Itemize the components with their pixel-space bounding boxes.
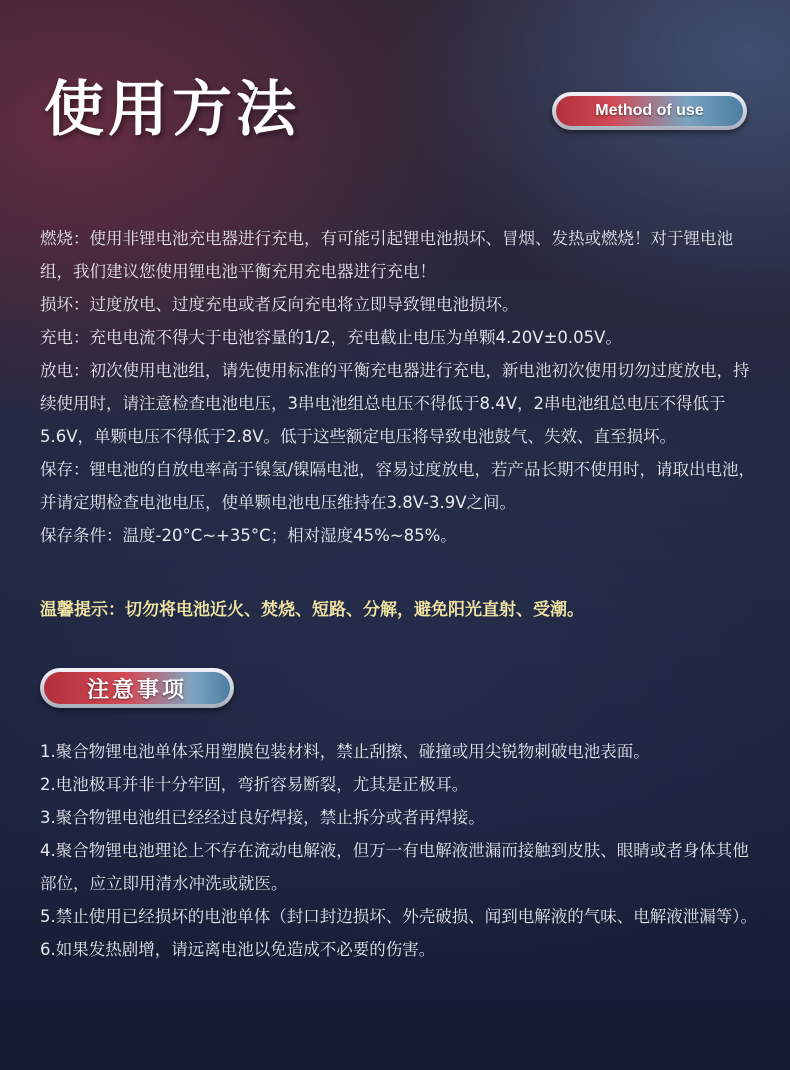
usage-paragraph-damage: 损坏：过度放电、过度充电或者反向充电将立即导致锂电池损坏。 — [40, 295, 519, 314]
notes-item: 3.聚合物锂电池组已经经过良好焊接，禁止拆分或者再焊接。 — [40, 808, 485, 827]
notes-item: 5.禁止使用已经损坏的电池单体（封口封边损坏、外壳破损、闻到电解液的气味、电解液泄漏等）。 — [40, 907, 757, 926]
notes-item: 1.聚合物锂电池单体采用塑膜包装材料，禁止刮擦、碰撞或用尖锐物刺破电池表面。 — [40, 742, 650, 761]
usage-paragraph-charging: 充电：充电电流不得大于电池容量的1/2，充电截止电压为单颗4.20V±0.05V。 — [40, 328, 622, 347]
notes-item: 4.聚合物锂电池理论上不存在流动电解液，但万一有电解液泄漏而接触到皮肤、眼睛或者身体其他部位，应立即用清水冲洗或就医。 — [40, 841, 749, 893]
usage-paragraph-storage: 保存：锂电池的自放电率高于镍氢/镍隔电池，容易过度放电，若产品长期不使用时，请取出电池，并请定期检查电池电压，使单颗电池电压维持在3.8V-3.9V之间。 — [40, 460, 756, 512]
usage-paragraph-burning: 燃烧：使用非锂电池充电器进行充电，有可能引起锂电池损坏、冒烟、发热或燃烧！对于锂电池组，我们建议您使用锂电池平衡充用充电器进行充电！ — [40, 229, 733, 281]
usage-paragraph-storage-conditions: 保存条件：温度-20°C~+35°C；相对湿度45%~85%。 — [40, 526, 457, 545]
usage-section — [40, 222, 762, 552]
page-title: 使用方法 — [44, 75, 300, 145]
notes-item: 6.如果发热剧增，请远离电池以免造成不必要的伤害。 — [40, 940, 436, 959]
method-of-use-badge — [552, 92, 747, 130]
notes-badge-label: 注意事项 — [44, 672, 230, 704]
method-of-use-badge-label: Method of use — [556, 96, 743, 126]
notes-badge — [40, 668, 234, 708]
notes-item: 2.电池极耳并非十分牢固，弯折容易断裂，尤其是正极耳。 — [40, 775, 469, 794]
warm-tip: 温馨提示：切勿将电池近火、焚烧、短路、分解，避免阳光直射、受潮。 — [40, 600, 584, 620]
notes-list — [40, 735, 762, 966]
usage-paragraph-discharging: 放电：初次使用电池组，请先使用标准的平衡充电器进行充电，新电池初次使用切勿过度放电，持续使用时，请注意检查电池电压，3串电池组总电压不得低于8.4V，2串电池组总电压不得低于5.6V，单颗电压不得低于2.8V。低于这些额定电压将导致电池鼓气、失效、直至损坏。 — [40, 361, 750, 446]
